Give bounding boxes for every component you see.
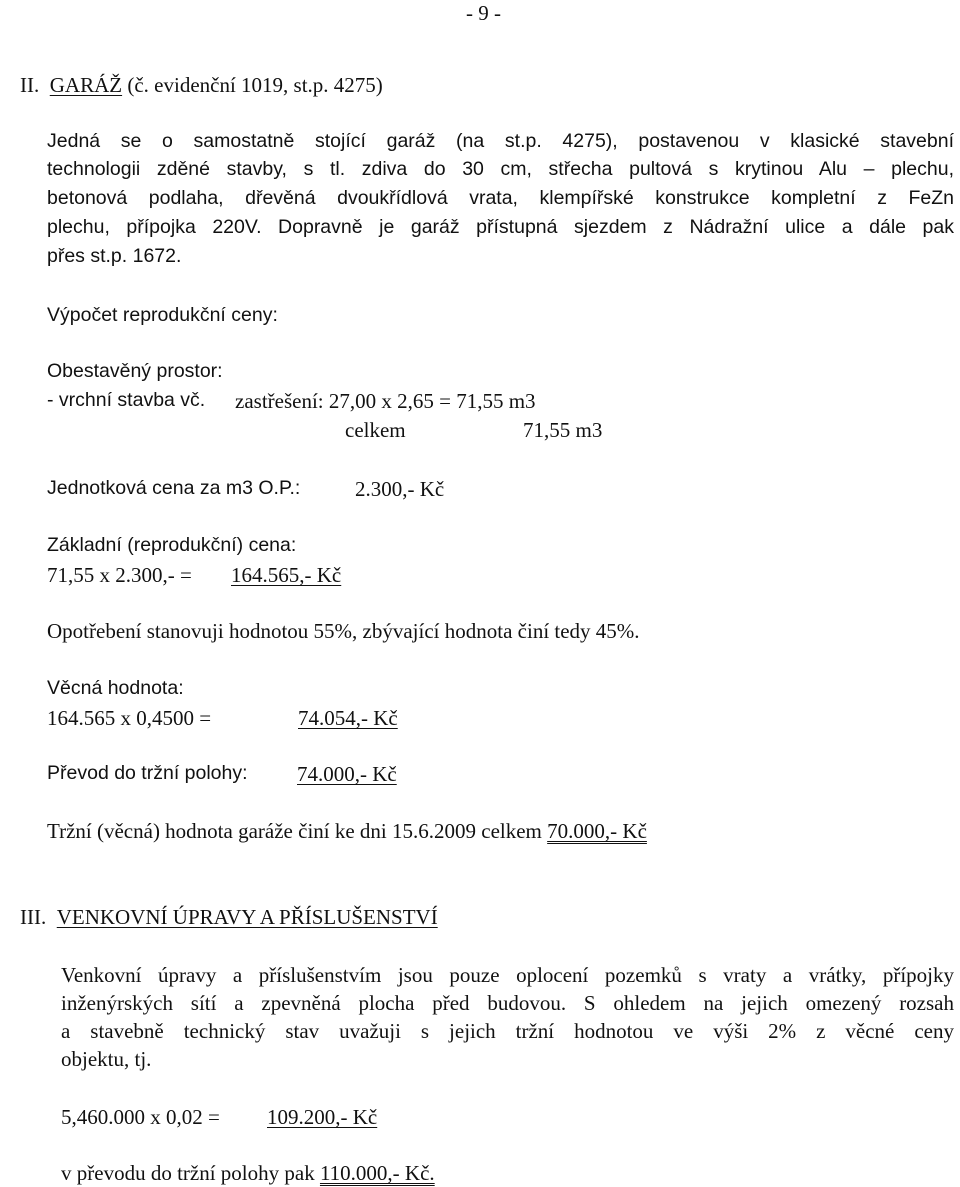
market-conversion-label: Převod do tržní polohy:	[47, 762, 248, 784]
unit-price-label: Jednotková cena za m3 O.P.:	[47, 477, 301, 499]
final-value-statement	[47, 821, 647, 842]
calc-heading: Výpočet reprodukční ceny:	[47, 304, 278, 326]
base-price-formula: 71,55 x 2.300,- =	[47, 563, 192, 587]
garage-line-2: technologii zděné stavby, s tl. zdiva do 30 cm, střecha pultová s krytinou Alu – plechu,	[47, 158, 954, 180]
outdoor-conversion-text: v převodu do tržní polohy pak	[61, 1161, 315, 1185]
section-heading-garage	[20, 75, 383, 96]
real-value-result: 74.054,- Kč	[298, 706, 398, 730]
unit-price-value: 2.300,- Kč	[355, 477, 445, 501]
base-price-heading: Základní (reprodukční) cena:	[47, 534, 297, 556]
outdoor-line-3: a stavebně technický stav uvažuji s jejich tržní hodnotou ve výši 2% z věcné ceny	[61, 1019, 954, 1043]
section-heading-outdoor	[20, 907, 438, 928]
section-title: VENKOVNÍ ÚPRAVY A PŘÍSLUŠENSTVÍ	[56, 905, 438, 929]
outdoor-line-4: objektu, tj.	[61, 1047, 152, 1071]
garage-line-1: Jedná se o samostatně stojící garáž (na st.p. 4275), postavenou v klasické stavební	[47, 130, 954, 152]
page-number: - 9 -	[466, 1, 501, 25]
market-conversion-result: 74.000,- Kč	[297, 762, 397, 786]
outdoor-conversion	[61, 1163, 435, 1184]
outdoor-conversion-result: 110.000,- Kč.	[319, 1161, 435, 1185]
final-value-amount: 70.000,- Kč	[547, 819, 647, 843]
section-number: II.	[20, 73, 40, 97]
section-title: GARÁŽ	[49, 73, 123, 97]
section-subtitle: (č. evidenční 1019, st.p. 4275)	[122, 73, 383, 97]
volume-heading: Obestavěný prostor:	[47, 360, 223, 382]
base-price-result: 164.565,- Kč	[231, 563, 342, 587]
garage-line-3: betonová podlaha, dřevěná dvoukřídlová vrata, klempířské konstrukce kompletní z FeZn	[47, 187, 954, 209]
outdoor-line-2: inženýrských sítí a zpevněná plocha před budovou. S ohledem na jejich omezený rozsah	[61, 991, 954, 1015]
outdoor-formula: 5,460.000 x 0,02 =	[61, 1105, 220, 1129]
outdoor-line-1: Venkovní úpravy a příslušenstvím jsou pouze oplocení pozemků s vraty a vrátky, přípojky	[61, 963, 954, 987]
real-value-formula: 164.565 x 0,4500 =	[47, 706, 212, 730]
total-label: celkem	[345, 418, 406, 442]
final-value-text: Tržní (věcná) hodnota garáže činí ke dni 15.6.2009 celkem	[47, 819, 542, 843]
garage-line-4: plechu, přípojka 220V. Dopravně je garáž přístupná sjezdem z Nádražní ulice a dále pak	[47, 216, 954, 238]
real-value-heading: Věcná hodnota:	[47, 677, 184, 699]
wear-statement: Opotřebení stanovuji hodnotou 55%, zbývající hodnota činí tedy 45%.	[47, 619, 640, 643]
garage-line-5: přes st.p. 1672.	[47, 245, 182, 267]
outdoor-formula-result: 109.200,- Kč	[267, 1105, 378, 1129]
volume-label: - vrchní stavba vč.	[47, 389, 206, 411]
volume-formula: zastřešení: 27,00 x 2,65 = 71,55 m3	[235, 389, 536, 413]
total-value: 71,55 m3	[523, 418, 603, 442]
section-number: III.	[20, 905, 47, 929]
